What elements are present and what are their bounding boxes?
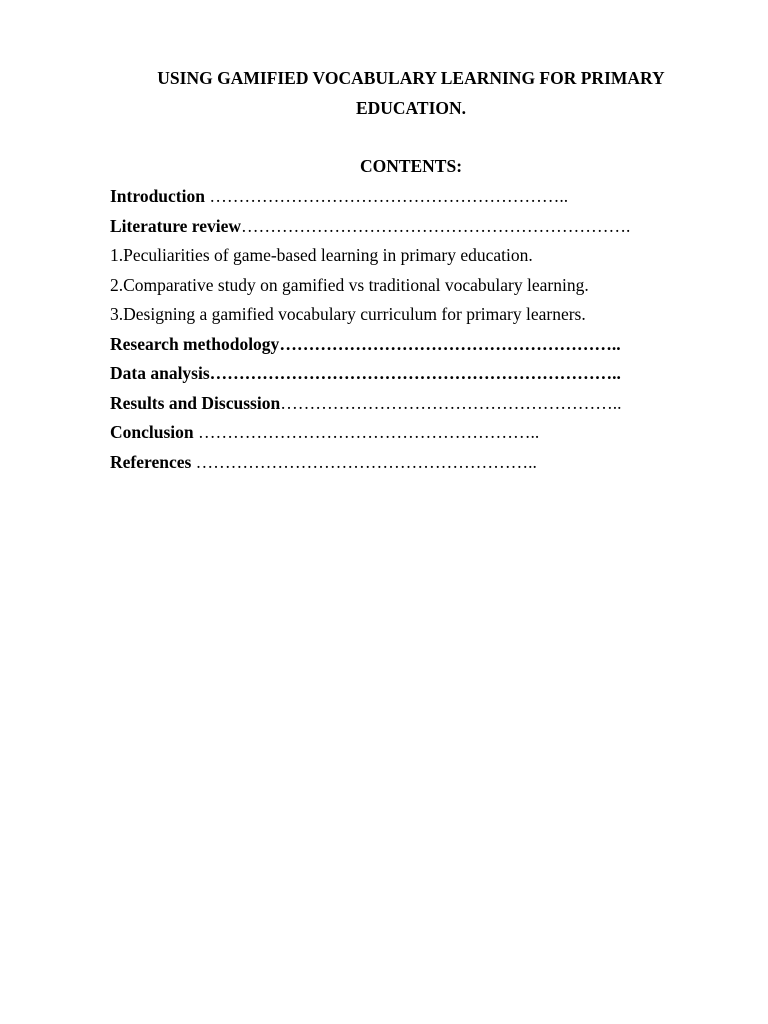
table-of-contents bbox=[110, 182, 710, 477]
toc-label: References bbox=[110, 451, 192, 472]
toc-label: 1.Peculiarities of game-based learning in primary education. bbox=[110, 245, 533, 265]
toc-label: 2.Comparative study on gamified vs traditional vocabulary learning. bbox=[110, 274, 589, 295]
toc-leader: ………………………………………………….. bbox=[191, 451, 537, 472]
toc-item-data-analysis bbox=[110, 359, 710, 389]
toc-label: Research methodology bbox=[110, 333, 280, 354]
toc-item-literature-review bbox=[110, 212, 710, 242]
toc-item-conclusion bbox=[110, 418, 710, 448]
toc-leader: …………………………………………………………. bbox=[241, 215, 631, 236]
document-title: USING GAMIFIED VOCABULARY LEARNING FOR PRIMARY EDUCATION. bbox=[157, 68, 665, 118]
toc-item-research-methodology bbox=[110, 330, 710, 360]
contents-heading: CONTENTS: bbox=[359, 156, 463, 176]
toc-item-introduction bbox=[110, 182, 710, 212]
toc-label: Conclusion bbox=[110, 422, 194, 442]
toc-leader: ………………………………………………….. bbox=[279, 333, 621, 354]
toc-leader: ………………………………………………….. bbox=[193, 422, 540, 442]
toc-leader: ………………………………………………….. bbox=[280, 392, 622, 413]
toc-label: Introduction bbox=[110, 186, 205, 206]
toc-item-references bbox=[110, 448, 710, 478]
toc-label: Literature review bbox=[110, 215, 242, 236]
toc-label: Data analysis bbox=[110, 363, 210, 383]
toc-label: 3.Designing a gamified vocabulary curriculum for primary learners. bbox=[110, 304, 586, 324]
toc-item-subsection-2 bbox=[110, 271, 710, 301]
toc-item-subsection-3 bbox=[110, 300, 710, 330]
toc-item-results-and-discussion bbox=[110, 389, 710, 419]
toc-item-subsection-1 bbox=[110, 241, 710, 271]
toc-leader: …………………………………………………………….. bbox=[209, 363, 621, 383]
toc-leader: …………………………………………………….. bbox=[204, 186, 569, 206]
toc-label: Results and Discussion bbox=[110, 392, 281, 413]
